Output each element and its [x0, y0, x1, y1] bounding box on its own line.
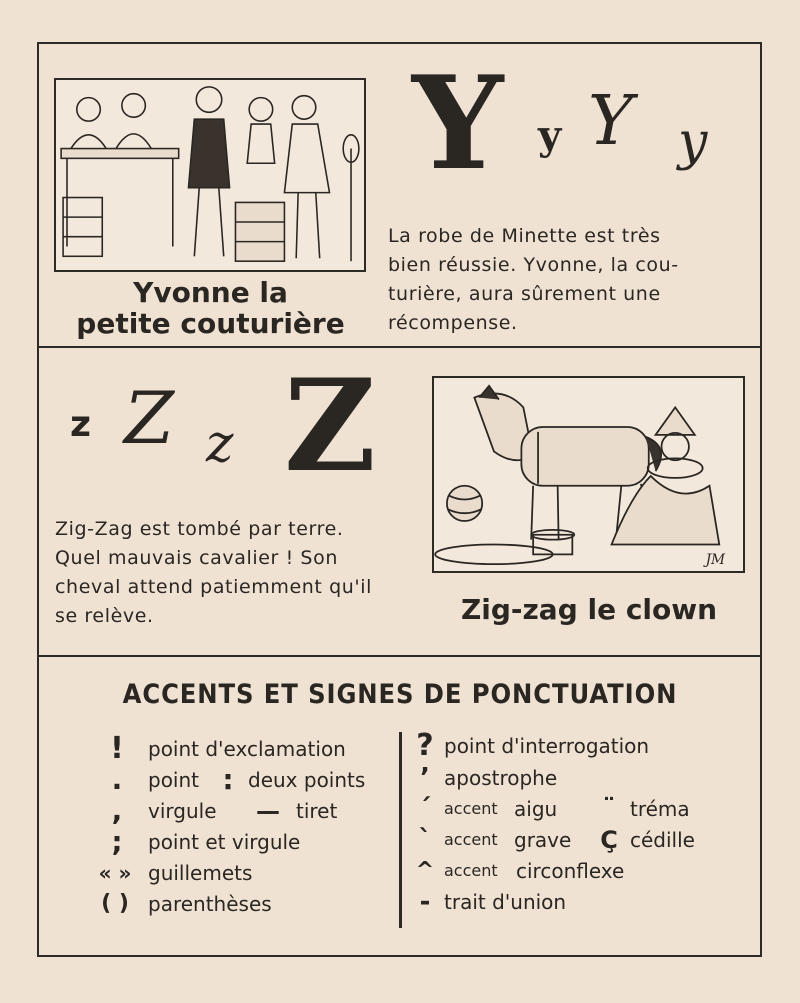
dressmaker-scene-drawing — [56, 80, 364, 270]
punctuation-title: ACCENTS ET SIGNES DE PONCTUATION — [122, 679, 678, 710]
label-diaeresis: tréma — [630, 797, 690, 821]
text-line: récompense. — [388, 312, 518, 334]
text-line: La robe de Minette est très — [388, 225, 661, 247]
caption-zigzag: Zig-zag le clown — [460, 593, 718, 626]
label-parentheses: parenthèses — [148, 892, 272, 916]
symbol-hyphen: - — [419, 887, 431, 917]
letter-z-small: z — [70, 404, 91, 445]
caption-yvonne-line2: petite couturière — [76, 307, 345, 340]
label-circumflex: circonflexe — [516, 859, 625, 883]
text-line: turière, aura sûrement une — [388, 283, 661, 305]
illustration-signature: JM — [705, 552, 726, 569]
paragraph-zigzag — [55, 515, 407, 631]
paragraph-yvonne — [388, 222, 742, 338]
symbol-grave: ` — [418, 825, 432, 855]
caption-yvonne — [48, 277, 373, 339]
label-point: point — [148, 768, 200, 792]
prefix-acute: accent — [444, 799, 498, 818]
label-semicolon: point et virgule — [148, 830, 301, 854]
prefix-grave: accent — [444, 830, 498, 849]
symbol-semicolon: ; — [111, 825, 123, 858]
label-exclamation: point d'exclamation — [148, 737, 346, 761]
symbol-point: . — [111, 763, 123, 796]
symbol-question: ? — [416, 728, 434, 763]
text-line: Zig-Zag est tombé par terre. — [55, 518, 344, 540]
symbol-cedilla: Ç — [600, 826, 618, 854]
label-cedilla: cédille — [630, 828, 695, 852]
label-comma: virgule — [148, 799, 217, 823]
label-apostrophe: apostrophe — [444, 766, 558, 790]
clown-horse-drawing — [434, 378, 743, 571]
symbol-exclamation: ! — [110, 731, 124, 766]
symbol-parentheses: ( ) — [101, 891, 129, 916]
symbol-apostrophe: ’ — [420, 763, 430, 793]
letter-y-script-small: y — [678, 112, 708, 172]
text-line: Quel mauvais cavalier ! Son — [55, 547, 338, 569]
letter-y-capital: Y — [412, 49, 504, 199]
letter-z-script-small: z — [206, 414, 234, 474]
illustration-yvonne-dressmaker — [54, 78, 366, 272]
prefix-circumflex: accent — [444, 861, 498, 880]
letter-y-script-capital: Y — [588, 82, 633, 161]
divider-1 — [37, 346, 762, 348]
label-hyphen: trait d'union — [444, 890, 567, 914]
text-line: cheval attend patiemment qu'il — [55, 576, 372, 598]
label-grave: grave — [514, 828, 572, 852]
symbol-diaeresis: ¨ — [602, 794, 616, 824]
letter-z-capital: Z — [284, 352, 376, 500]
symbol-quotes: « » — [98, 861, 132, 885]
symbol-colon: : — [222, 763, 234, 796]
text-line: bien réussie. Yvonne, la cou- — [388, 254, 679, 276]
punctuation-separator — [399, 732, 402, 928]
label-question: point d'interrogation — [444, 734, 650, 758]
label-colon: deux points — [248, 768, 366, 792]
label-acute: aigu — [514, 797, 558, 821]
text-line: se relève. — [55, 605, 154, 627]
divider-2 — [37, 655, 762, 657]
symbol-dash: — — [256, 797, 280, 825]
letter-z-script-capital: Z — [124, 376, 175, 460]
symbol-circumflex: ^ — [415, 858, 435, 883]
label-quotes: guillemets — [148, 861, 253, 885]
caption-yvonne-line1: Yvonne la — [133, 276, 288, 309]
letter-y-small: y — [538, 112, 562, 159]
symbol-acute: ´ — [418, 794, 432, 824]
illustration-clown-horse — [432, 376, 745, 573]
symbol-comma: , — [111, 794, 123, 827]
label-dash: tiret — [296, 799, 338, 823]
